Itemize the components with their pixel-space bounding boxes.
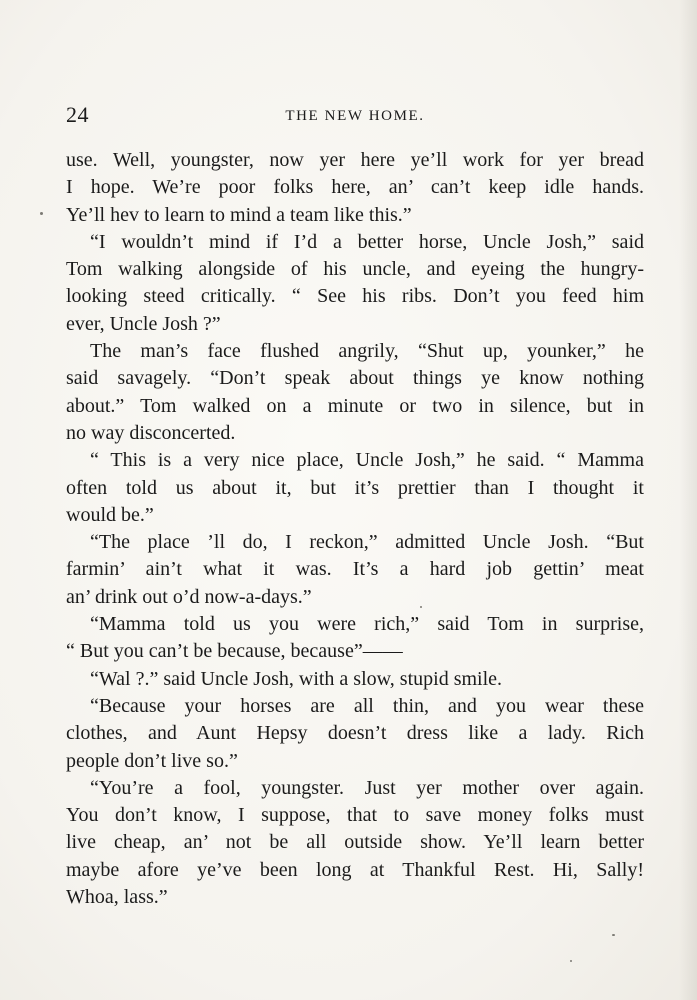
- page-edge-shadow: [679, 0, 697, 1000]
- text-line: said savagely. “Don’t speak about things ye know nothing: [66, 367, 644, 390]
- text-line: farmin’ ain’t what it was. It’s a hard job gettin’ meat: [66, 558, 644, 581]
- paper-speck: [40, 212, 43, 215]
- text-line: “Wal ?.” said Uncle Josh, with a slow, stupid smile.: [90, 667, 503, 690]
- text-line: would be.”: [66, 503, 154, 526]
- text-line: use. Well, youngster, now yer here ye’ll work for yer bread: [66, 149, 644, 171]
- text-line: often told us about it, but it’s prettier than I thought it: [66, 476, 644, 499]
- text-line: clothes, and Aunt Hepsy doesn’t dress like a lady. Rich: [66, 722, 644, 745]
- text-line: people don’t live so.”: [66, 749, 238, 772]
- text-line: “I wouldn’t mind if I’d a better horse, Uncle Josh,” said: [90, 230, 644, 253]
- text-line: Tom walking alongside of his uncle, and eyeing the hungry-: [66, 258, 644, 281]
- text-line: looking steed critically. “ See his ribs. Don’t you feed him: [66, 285, 644, 308]
- text-line: no way disconcerted.: [66, 421, 236, 444]
- text-line: I hope. We’re poor folks here, an’ can’t keep idle hands.: [66, 176, 644, 199]
- text-line: about.” Tom walked on a minute or two in silence, but in: [66, 394, 644, 417]
- paper-speck: [612, 934, 615, 936]
- text-line: “ This is a very nice place, Uncle Josh,” he said. “ Mamma: [90, 449, 644, 472]
- text-line: “You’re a fool, youngster. Just yer mother over again.: [90, 776, 644, 799]
- running-title: THE NEW HOME.: [285, 108, 425, 124]
- page-number: 24: [66, 102, 89, 127]
- body-text: [66, 147, 644, 911]
- text-line: “Mamma told us you were rich,” said Tom in surprise,: [90, 613, 644, 636]
- text-line: Whoa, lass.”: [66, 886, 168, 909]
- paper-speck: [420, 606, 422, 608]
- paper-speck: [570, 960, 572, 962]
- text-line: “The place ’ll do, I reckon,” admitted Uncle Josh. “But: [90, 531, 644, 554]
- text-line: You don’t know, I suppose, that to save money folks must: [66, 804, 644, 827]
- text-line: “Because your horses are all thin, and you wear these: [90, 694, 644, 717]
- text-line: The man’s face flushed angrily, “Shut up, younker,” he: [90, 340, 644, 363]
- text-line: live cheap, an’ not be all outside show. Ye’ll learn better: [66, 831, 644, 854]
- text-line: an’ drink out o’d now-a-days.”: [66, 585, 312, 608]
- running-head: [66, 103, 644, 127]
- text-line: maybe afore ye’ve been long at Thankful Rest. Hi, Sally!: [66, 858, 644, 881]
- text-line: “ But you can’t be because, because”——: [66, 640, 403, 663]
- text-line: ever, Uncle Josh ?”: [66, 312, 221, 335]
- text-line: Ye’ll hev to learn to mind a team like this.”: [66, 203, 412, 226]
